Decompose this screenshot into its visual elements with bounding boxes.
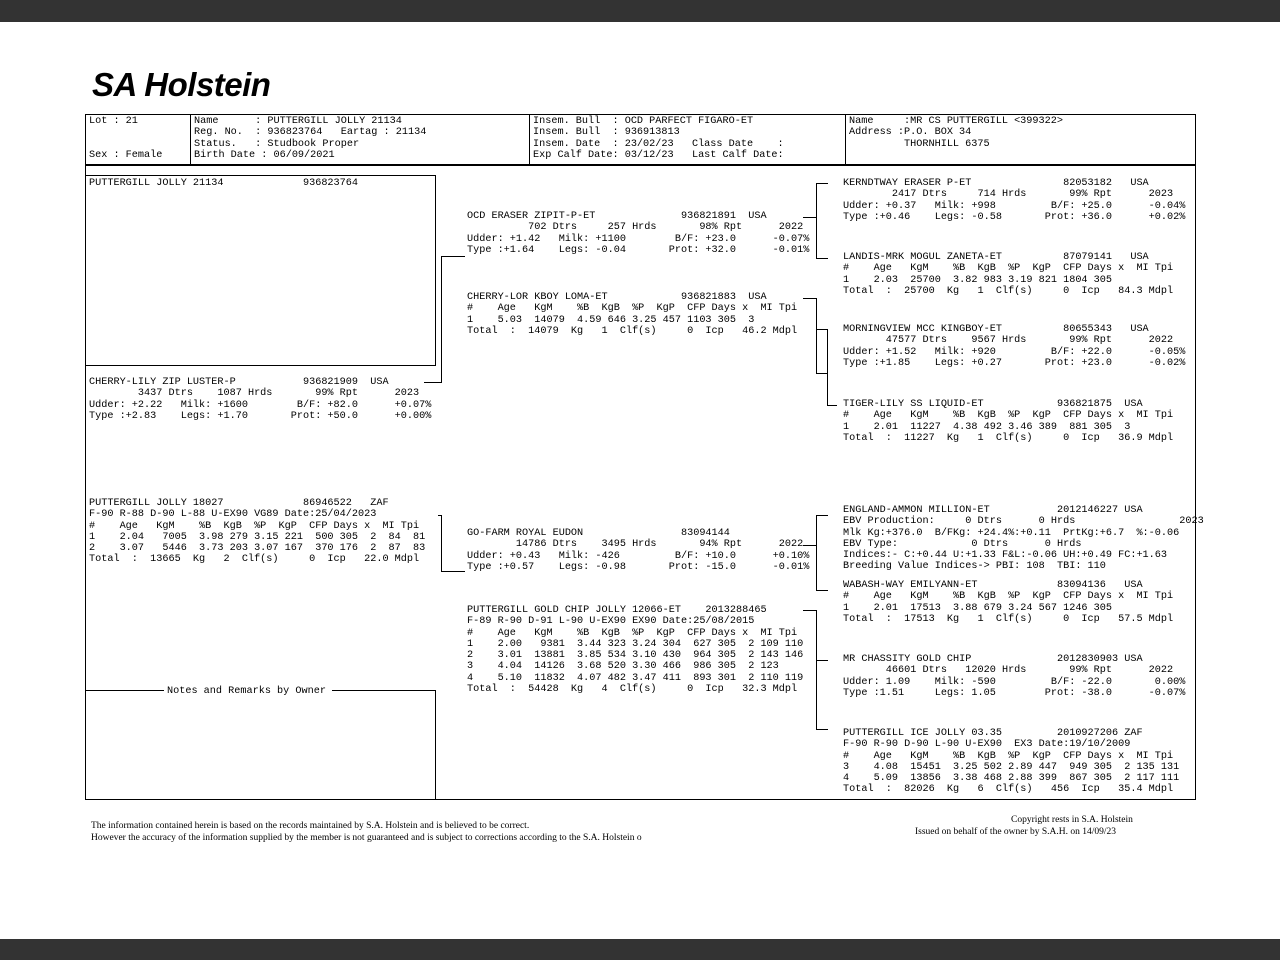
dds-info: MR CHASSITY GOLD CHIP 2012830903 USA 46601 Dtrs 12020 Hrds 99% Rpt 2022 Udder: 1.09 Milk: -590 B/F: -22.0 0.00% Type :1.51 Legs: 1.05 Prot: -38.0 -0.07%	[843, 654, 1186, 699]
insemination-details: Insem. Bull : OCD PARFECT FIGARO-ET Insem. Bull : 936913813 Insem. Date : 23/02/23 Class Date : Exp Calf Date: 03/12/23 Last Calf Date:	[533, 116, 784, 161]
notes-label: Notes and Remarks by Owner	[167, 686, 326, 697]
sire-info: CHERRY-LILY ZIP LUSTER-P 936821909 USA 3437 Dtrs 1087 Hrds 99% Rpt 2023 Udder: +2.22 Milk: +1600 B/F: +82.0 +0.07% Type :+2.83 Legs: +1.70 Prot: +50.0 +0.00%	[89, 377, 432, 422]
header-divider-v3	[845, 114, 846, 164]
subject-animal: PUTTERGILL JOLLY 21134 936823764	[89, 178, 358, 189]
subject-box-bottom	[85, 365, 436, 366]
dam-bracket	[441, 515, 442, 572]
sd-bracket	[816, 298, 817, 374]
sds-info: MORNINGVIEW MCC KINGBOY-ET 80655343 USA 47577 Dtrs 9567 Hrds 99% Rpt 2022 Udder: +1.52 Milk: +920 B/F: +22.0 -0.05% Type :+1.85 Legs: +0.27 Prot: +23.0 -0.02%	[843, 324, 1186, 369]
bottom-bar	[0, 939, 1280, 960]
dam-dam-info: PUTTERGILL GOLD CHIP JOLLY 12066-ET 2013288465 F-89 R-90 D-91 L-90 U-EX90 EX90 Date:25/08/2015 # Age KgM %B KgB %P KgP CFP Days x MI Tpi 1 2.00 9381 3.44 323 3.24 304 627 305 2 109 110 2 3.01 13881 3.85 534 3.10 430 964 305 2 143 146 3 4.04 14126 3.68 520 3.30 466 986 305 2 123 4 5.10 11832 4.07 482 3.47 411 893 301 2 110 119 Total : 54428 Kg 4 Clf(s) 0 Icp 32.3 Mdpl	[467, 605, 804, 696]
disclaimer-line-1: The information contained herein is based on the records maintained by S.A. Holstein and is believed to be correct.	[91, 821, 530, 831]
ds-connector	[803, 545, 817, 546]
animal-details: Name : PUTTERGILL JOLLY 21134 Reg. No. : 936823764 Eartag : 21134 Status. : Studbook Proper Birth Date : 06/09/2021	[194, 116, 427, 161]
ds-bracket-bottom	[816, 590, 828, 591]
header-divider-v2	[529, 114, 530, 164]
notes-line-left	[85, 690, 164, 691]
notes-box-right	[435, 690, 436, 800]
dsd-info: WABASH-WAY EMILYANN-ET 83094136 USA # Age KgM %B KgB %P KgP CFP Days x MI Tpi 1 2.01 17513 3.88 679 3.24 567 1246 305 Total : 17513 Kg 1 Clf(s) 0 Icp 57.5 Mdpl	[843, 580, 1174, 625]
sd-bracket-end	[827, 405, 837, 406]
sire-dam-info: CHERRY-LOR KBOY LOMA-ET 936821883 USA # Age KgM %B KgB %P KgP CFP Days x MI Tpi 1 5.03 14079 4.59 646 3.25 457 1103 305 3 Total : 14079 Kg 1 Clf(s) 0 Icp 46.2 Mdpl	[467, 292, 798, 337]
sex: Sex : Female	[89, 150, 163, 161]
sire-sire-info: OCD ERASER ZIPIT-P-ET 936821891 USA 702 Dtrs 257 Hrds 98% Rpt 2022 Udder: +1.42 Milk: +1100 B/F: +23.0 -0.07% Type :+1.64 Legs: -0.04 Prot: +32.0 -0.01%	[467, 211, 810, 256]
copyright-line-1: Copyright rests in S.A. Holstein	[1011, 815, 1133, 825]
ss-bracket-top	[816, 183, 828, 184]
copyright-line-2: Issued on behalf of the owner by S.A.H. on 14/09/23	[915, 827, 1117, 837]
ds-bracket	[816, 515, 817, 591]
header-divider	[85, 164, 1196, 166]
page-title: SA Holstein	[92, 66, 271, 103]
ss-bracket-bottom	[816, 258, 828, 259]
owner-details: Name :MR CS PUTTERGILL <399322> Address :P.O. BOX 34 THORNHILL 6375	[849, 116, 1063, 150]
dam-sire-info: GO-FARM ROYAL EUDON 83094144 14786 Dtrs 3495 Hrds 94% Rpt 2022 Udder: +0.43 Milk: -426 B/F: +10.0 +0.10% Type :+0.57 Legs: -0.98 Prot: -15.0 -0.01%	[467, 528, 810, 573]
sd-bracket-inner2	[827, 373, 828, 405]
ssd-info: LANDIS-MRK MOGUL ZANETA-ET 87079141 USA # Age KgM %B KgB %P KgP CFP Days x MI Tpi 1 2.03 25700 3.82 983 3.19 821 1804 305 Total : 25700 Kg 1 Clf(s) 0 Icp 84.3 Mdpl	[843, 252, 1174, 297]
lot-number: Lot : 21	[89, 116, 138, 127]
header-divider-v1	[190, 114, 191, 164]
subject-box-top	[85, 175, 436, 176]
dd-bracket-mid	[816, 660, 828, 661]
dd-connector	[803, 610, 817, 611]
sire-connector	[424, 382, 442, 383]
dam-info: PUTTERGILL JOLLY 18027 86946522 ZAF F-90 R-88 D-90 L-88 U-EX90 VG89 Date:25/04/2023 # Age KgM %B KgB %P KgP CFP Days x MI Tpi 1 2.04 7005 3.98 279 3.15 221 500 305 2 84 81 2 3.07 5446 3.73 203 3.07 167 370 176 2 87 83 Total : 13665 Kg 2 Clf(s) 0 Icp 22.0 Mdpl	[89, 498, 426, 566]
sdd-info: TIGER-LILY SS LIQUID-ET 936821875 USA # Age KgM %B KgB %P KgP CFP Days x MI Tpi 1 2.01 11227 4.38 492 3.46 389 881 305 3 Total : 11227 Kg 1 Clf(s) 0 Icp 36.9 Mdpl	[843, 399, 1174, 444]
sd-bracket-inner	[827, 329, 828, 373]
sire-bracket	[441, 256, 442, 383]
disclaimer-line-2: However the accuracy of the information supplied by the member is not guaranteed and is subject to corrections according to the S.A. Holstein o	[91, 833, 642, 843]
sd-connector	[803, 298, 817, 299]
top-bar	[0, 0, 1280, 22]
dd-bracket-bottom	[816, 729, 828, 730]
dd-bracket	[816, 610, 817, 730]
notes-line-right	[332, 690, 436, 691]
sss-info: KERNDTWAY ERASER P-ET 82053182 USA 2417 Dtrs 714 Hrds 99% Rpt 2023 Udder: +0.37 Milk: +998 B/F: +25.0 -0.04% Type :+0.46 Legs: -0.58 Prot: +36.0 +0.02%	[843, 178, 1186, 223]
ddd-info: PUTTERGILL ICE JOLLY 03.35 2010927206 ZAF F-90 R-90 D-90 L-90 U-EX90 EX3 Date:19/10/2009 # Age KgM %B KgB %P KgP CFP Days x MI Tpi 3 4.08 15451 3.25 502 2.89 447 949 305 2 135 131 4 5.09 13856 3.38 468 2.88 399 867 305 2 117 111 Total : 82026 Kg 6 Clf(s) 456 Icp 35.4 Mdpl	[843, 728, 1180, 796]
dam-bracket-bottom	[441, 571, 465, 572]
subject-box-right	[435, 175, 436, 366]
ss-connector	[803, 217, 817, 218]
ss-bracket	[816, 183, 817, 258]
sire-bracket-top	[441, 256, 465, 257]
ds-bracket-top	[816, 515, 828, 516]
dss-info: ENGLAND-AMMON MILLION-ET 2012146227 USA EBV Production: 0 Dtrs 0 Hrds 2023 Mlk Kg:+376.0 B/FKg: +24.4%:+0.11 PrtKg:+6.7 %:-0.06 EBV Type: 0 Dtrs 0 Hrds Indices:- C:+0.44 U:+1.33 F&L:-0.06 UH:+0.49 FC:+1.63 Breeding Value Indices-> PBI: 108 TBI: 110	[843, 505, 1204, 573]
